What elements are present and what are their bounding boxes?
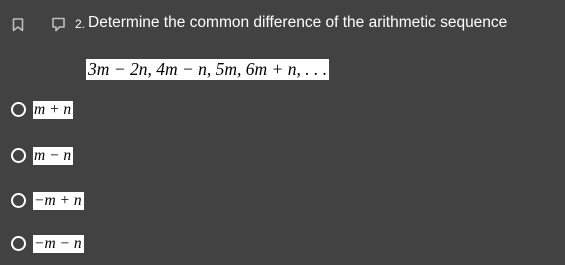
answer-option-4[interactable]: [11, 234, 211, 258]
question-text: Determine the common difference of the arithmetic sequence: [88, 14, 508, 31]
radio-button[interactable]: [11, 193, 26, 208]
answer-option-1[interactable]: [11, 100, 211, 124]
option-label: −m − n: [34, 235, 82, 252]
sequence-expression: 3m − 2n, 4m − n, 5m, 6m + n, . . .: [88, 59, 328, 79]
option-label: m − n: [34, 147, 72, 164]
comment-icon[interactable]: [51, 17, 66, 32]
radio-button[interactable]: [11, 102, 26, 117]
radio-button[interactable]: [11, 236, 26, 251]
radio-button[interactable]: [11, 148, 26, 163]
answer-option-2[interactable]: [11, 146, 211, 170]
answer-option-3[interactable]: [11, 191, 211, 215]
question-number: 2.: [75, 17, 86, 31]
option-label: m + n: [34, 101, 72, 118]
bookmark-icon[interactable]: [12, 18, 24, 32]
option-label: −m + n: [34, 192, 82, 209]
